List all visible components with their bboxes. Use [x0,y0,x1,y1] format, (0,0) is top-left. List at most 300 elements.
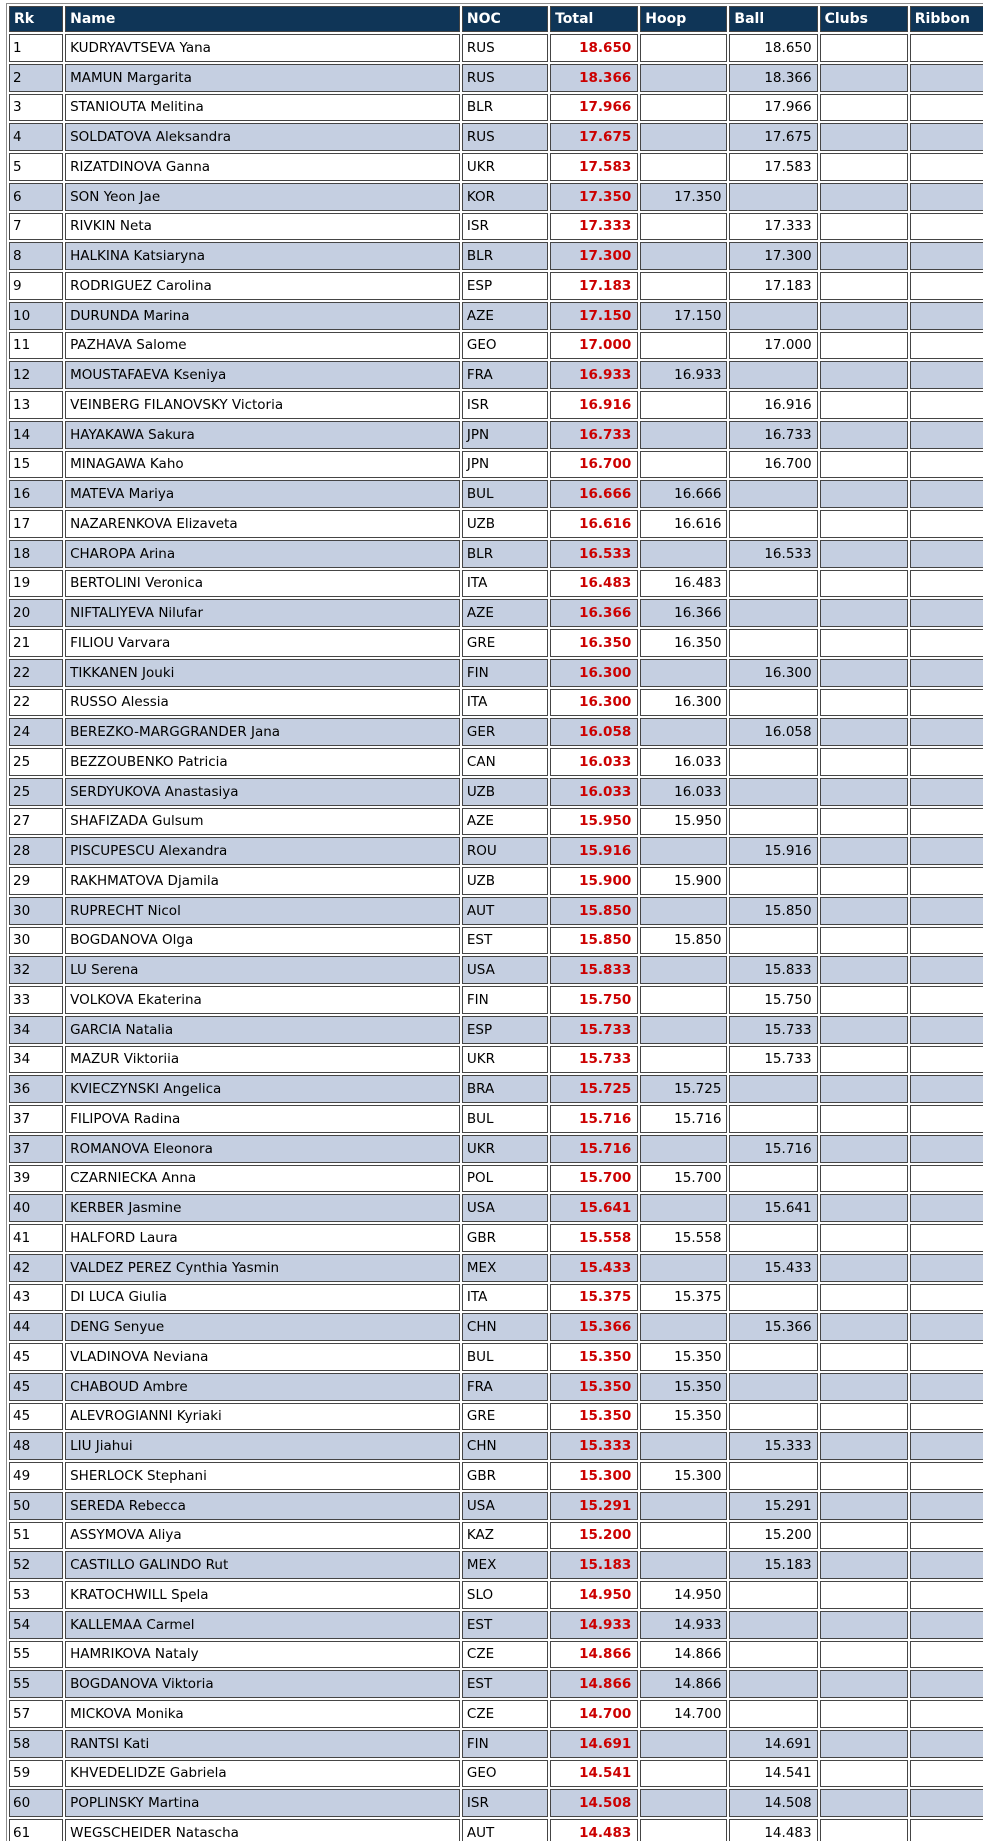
hoop-cell: 14.866 [640,1641,727,1669]
name-cell: STANIOUTA Melitina [65,94,460,122]
table-row [9,242,983,270]
hoop-cell [640,153,727,181]
table-row [9,510,983,538]
name-cell: CHAROPA Arina [65,540,460,568]
total-cell: 16.666 [550,480,638,508]
table-row [9,332,983,360]
name-cell: PISCUPESCU Alexandra [65,837,460,865]
noc-cell: BLR [462,94,548,122]
table-row [9,1611,983,1639]
rank-cell: 27 [9,808,63,836]
ball-cell: 15.433 [729,1254,817,1282]
table-row [9,64,983,92]
table-row [9,1254,983,1282]
clubs-cell [820,1700,908,1728]
noc-cell: GEO [462,332,548,360]
total-cell: 16.300 [550,689,638,717]
hoop-cell: 14.950 [640,1581,727,1609]
ribbon-cell [910,153,983,181]
name-cell: RUPRECHT Nicol [65,897,460,925]
hoop-cell [640,1046,727,1074]
header-row [9,6,983,32]
rank-cell: 33 [9,986,63,1014]
rank-cell: 59 [9,1760,63,1788]
ball-cell: 17.183 [729,272,817,300]
total-cell: 14.700 [550,1700,638,1728]
total-cell: 14.483 [550,1819,638,1841]
noc-cell: AUT [462,897,548,925]
rank-cell: 34 [9,1046,63,1074]
total-cell: 15.916 [550,837,638,865]
hoop-cell: 15.350 [640,1373,727,1401]
noc-cell: UZB [462,778,548,806]
ribbon-cell [910,629,983,657]
total-cell: 17.583 [550,153,638,181]
table-row [9,1700,983,1728]
name-cell: RAKHMATOVA Djamila [65,867,460,895]
name-cell: CZARNIECKA Anna [65,1165,460,1193]
ribbon-cell [910,1284,983,1312]
total-cell: 16.350 [550,629,638,657]
ball-cell [729,748,817,776]
total-cell: 15.291 [550,1492,638,1520]
ribbon-cell [910,897,983,925]
noc-cell: CHN [462,1432,548,1460]
table-row [9,1462,983,1490]
rank-cell: 51 [9,1522,63,1550]
ball-cell: 18.366 [729,64,817,92]
clubs-cell [820,1492,908,1520]
total-cell: 17.000 [550,332,638,360]
ball-cell: 16.916 [729,391,817,419]
ball-cell [729,927,817,955]
name-cell: CHABOUD Ambre [65,1373,460,1401]
name-cell: BOGDANOVA Viktoria [65,1670,460,1698]
hoop-cell [640,94,727,122]
noc-cell: AZE [462,599,548,627]
hoop-cell: 15.900 [640,867,727,895]
clubs-cell [820,748,908,776]
noc-cell: CZE [462,1700,548,1728]
hoop-cell: 15.716 [640,1105,727,1133]
noc-cell: JPN [462,451,548,479]
table-row [9,1819,983,1841]
ball-cell [729,1105,817,1133]
rank-cell: 54 [9,1611,63,1639]
ribbon-cell [910,1165,983,1193]
table-row [9,94,983,122]
name-cell: NIFTALIYEVA Nilufar [65,599,460,627]
total-cell: 16.366 [550,599,638,627]
ribbon-cell [910,64,983,92]
rank-cell: 28 [9,837,63,865]
name-cell: RUSSO Alessia [65,689,460,717]
total-cell: 17.966 [550,94,638,122]
ball-cell [729,1343,817,1371]
noc-cell: POL [462,1165,548,1193]
hoop-cell: 16.300 [640,689,727,717]
name-cell: HALFORD Laura [65,1224,460,1252]
ball-cell: 18.650 [729,34,817,62]
rank-cell: 18 [9,540,63,568]
name-cell: RIZATDINOVA Ganna [65,153,460,181]
ribbon-cell [910,778,983,806]
noc-cell: BLR [462,242,548,270]
ribbon-cell [910,837,983,865]
noc-cell: USA [462,1492,548,1520]
name-cell: TIKKANEN Jouki [65,659,460,687]
clubs-cell [820,64,908,92]
total-cell: 14.933 [550,1611,638,1639]
table-row [9,272,983,300]
rank-cell: 49 [9,1462,63,1490]
clubs-cell [820,1522,908,1550]
rank-cell: 48 [9,1432,63,1460]
noc-cell: EST [462,927,548,955]
table-row [9,659,983,687]
clubs-cell [820,570,908,598]
noc-cell: GBR [462,1224,548,1252]
noc-cell: RUS [462,64,548,92]
rank-cell: 45 [9,1343,63,1371]
rank-cell: 1 [9,34,63,62]
name-cell: DENG Senyue [65,1313,460,1341]
hoop-cell [640,1522,727,1550]
ribbon-cell [910,272,983,300]
table-row [9,183,983,211]
name-cell: VOLKOVA Ekaterina [65,986,460,1014]
total-cell: 14.866 [550,1641,638,1669]
name-cell: WEGSCHEIDER Natascha [65,1819,460,1841]
hoop-cell [640,540,727,568]
name-cell: SERDYUKOVA Anastasiya [65,778,460,806]
table-row [9,1522,983,1550]
ribbon-cell [910,391,983,419]
table-row [9,153,983,181]
hoop-cell: 17.350 [640,183,727,211]
ribbon-cell [910,718,983,746]
table-row [9,1670,983,1698]
ball-cell: 16.733 [729,421,817,449]
noc-cell: FIN [462,1730,548,1758]
ribbon-cell [910,1254,983,1282]
noc-cell: MEX [462,1254,548,1282]
ball-cell [729,510,817,538]
total-cell: 14.508 [550,1789,638,1817]
rank-cell: 45 [9,1403,63,1431]
table-row [9,808,983,836]
noc-cell: UKR [462,1135,548,1163]
ball-cell: 17.675 [729,123,817,151]
total-cell: 14.950 [550,1581,638,1609]
total-cell: 15.558 [550,1224,638,1252]
hoop-cell [640,213,727,241]
ribbon-cell [910,808,983,836]
noc-cell: GEO [462,1760,548,1788]
hoop-cell [640,1194,727,1222]
noc-cell: UZB [462,867,548,895]
clubs-cell [820,1105,908,1133]
rank-cell: 45 [9,1373,63,1401]
hoop-cell [640,1730,727,1758]
total-cell: 16.300 [550,659,638,687]
ribbon-cell [910,1046,983,1074]
rank-cell: 17 [9,510,63,538]
noc-cell: ROU [462,837,548,865]
clubs-cell [820,1760,908,1788]
clubs-cell [820,361,908,389]
clubs-cell [820,1611,908,1639]
noc-cell: SLO [462,1581,548,1609]
hoop-cell: 15.350 [640,1403,727,1431]
table-row [9,1135,983,1163]
hoop-cell: 15.558 [640,1224,727,1252]
ribbon-cell [910,927,983,955]
noc-cell: GBR [462,1462,548,1490]
table-row [9,748,983,776]
col-header-hoop: Hoop [640,6,727,32]
ball-cell: 17.300 [729,242,817,270]
clubs-cell [820,718,908,746]
hoop-cell [640,332,727,360]
ball-cell: 16.533 [729,540,817,568]
clubs-cell [820,1670,908,1698]
ribbon-cell [910,599,983,627]
noc-cell: AZE [462,302,548,330]
clubs-cell [820,302,908,330]
col-header-clubs: Clubs [820,6,908,32]
ball-cell: 15.641 [729,1194,817,1222]
ball-cell [729,1641,817,1669]
noc-cell: UZB [462,510,548,538]
noc-cell: ITA [462,570,548,598]
hoop-cell: 15.350 [640,1343,727,1371]
ball-cell: 17.966 [729,94,817,122]
rank-cell: 44 [9,1313,63,1341]
ribbon-cell [910,986,983,1014]
clubs-cell [820,1224,908,1252]
total-cell: 14.866 [550,1670,638,1698]
rank-cell: 20 [9,599,63,627]
rank-cell: 36 [9,1075,63,1103]
rank-cell: 41 [9,1224,63,1252]
ribbon-cell [910,1611,983,1639]
name-cell: CASTILLO GALINDO Rut [65,1551,460,1579]
noc-cell: BUL [462,480,548,508]
hoop-cell [640,956,727,984]
total-cell: 15.716 [550,1135,638,1163]
clubs-cell [820,94,908,122]
hoop-cell [640,64,727,92]
noc-cell: ESP [462,272,548,300]
noc-cell: FRA [462,1373,548,1401]
total-cell: 16.033 [550,778,638,806]
ribbon-cell [910,1551,983,1579]
hoop-cell: 16.033 [640,778,727,806]
rank-cell: 2 [9,64,63,92]
ball-cell [729,808,817,836]
rank-cell: 19 [9,570,63,598]
clubs-cell [820,1581,908,1609]
clubs-cell [820,629,908,657]
clubs-cell [820,480,908,508]
noc-cell: MEX [462,1551,548,1579]
ball-cell: 14.691 [729,1730,817,1758]
name-cell: KRATOCHWILL Spela [65,1581,460,1609]
total-cell: 15.200 [550,1522,638,1550]
hoop-cell [640,1254,727,1282]
noc-cell: BRA [462,1075,548,1103]
clubs-cell [820,956,908,984]
total-cell: 16.033 [550,748,638,776]
name-cell: MICKOVA Monika [65,1700,460,1728]
clubs-cell [820,1194,908,1222]
ball-cell [729,1611,817,1639]
ball-cell [729,1670,817,1698]
col-header-total: Total [550,6,638,32]
ball-cell [729,480,817,508]
table-row [9,1432,983,1460]
hoop-cell [640,391,727,419]
hoop-cell: 16.666 [640,480,727,508]
ribbon-cell [910,302,983,330]
ribbon-cell [910,1641,983,1669]
rank-cell: 40 [9,1194,63,1222]
noc-cell: ISR [462,1789,548,1817]
table-row [9,1165,983,1193]
table-row [9,570,983,598]
ribbon-cell [910,956,983,984]
total-cell: 16.058 [550,718,638,746]
noc-cell: CAN [462,748,548,776]
total-cell: 15.850 [550,927,638,955]
clubs-cell [820,421,908,449]
ball-cell: 16.058 [729,718,817,746]
clubs-cell [820,867,908,895]
ribbon-cell [910,510,983,538]
total-cell: 15.750 [550,986,638,1014]
total-cell: 15.900 [550,867,638,895]
clubs-cell [820,927,908,955]
rank-cell: 9 [9,272,63,300]
name-cell: ROMANOVA Eleonora [65,1135,460,1163]
total-cell: 15.641 [550,1194,638,1222]
ball-cell [729,361,817,389]
name-cell: MATEVA Mariya [65,480,460,508]
clubs-cell [820,1432,908,1460]
ribbon-cell [910,451,983,479]
clubs-cell [820,1135,908,1163]
ribbon-cell [910,123,983,151]
rank-cell: 16 [9,480,63,508]
noc-cell: FRA [462,361,548,389]
clubs-cell [820,1254,908,1282]
clubs-cell [820,1284,908,1312]
name-cell: VEINBERG FILANOVSKY Victoria [65,391,460,419]
hoop-cell: 16.616 [640,510,727,538]
clubs-cell [820,897,908,925]
hoop-cell [640,451,727,479]
rank-cell: 24 [9,718,63,746]
hoop-cell: 15.950 [640,808,727,836]
clubs-cell [820,34,908,62]
ball-cell [729,570,817,598]
ball-cell [729,1284,817,1312]
noc-cell: CZE [462,1641,548,1669]
name-cell: ASSYMOVA Aliya [65,1522,460,1550]
hoop-cell [640,986,727,1014]
total-cell: 14.541 [550,1760,638,1788]
table-header [9,6,983,32]
ribbon-cell [910,1075,983,1103]
clubs-cell [820,1641,908,1669]
clubs-cell [820,451,908,479]
name-cell: RIVKIN Neta [65,213,460,241]
hoop-cell: 16.033 [640,748,727,776]
rank-cell: 52 [9,1551,63,1579]
ball-cell [729,1581,817,1609]
noc-cell: GER [462,718,548,746]
name-cell: DI LUCA Giulia [65,1284,460,1312]
rank-cell: 58 [9,1730,63,1758]
table-row [9,1492,983,1520]
ranking-table [6,3,983,1841]
ribbon-cell [910,1670,983,1698]
rank-cell: 57 [9,1700,63,1728]
name-cell: MOUSTAFAEVA Kseniya [65,361,460,389]
name-cell: DURUNDA Marina [65,302,460,330]
rank-cell: 14 [9,421,63,449]
ribbon-cell [910,1789,983,1817]
rank-cell: 42 [9,1254,63,1282]
ribbon-cell [910,34,983,62]
total-cell: 15.183 [550,1551,638,1579]
table-row [9,1194,983,1222]
rank-cell: 55 [9,1641,63,1669]
rank-cell: 22 [9,689,63,717]
hoop-cell: 16.366 [640,599,727,627]
noc-cell: BUL [462,1343,548,1371]
rank-cell: 53 [9,1581,63,1609]
clubs-cell [820,837,908,865]
ball-cell [729,689,817,717]
table-row [9,451,983,479]
clubs-cell [820,183,908,211]
table-row [9,213,983,241]
table-row [9,1641,983,1669]
name-cell: SHAFIZADA Gulsum [65,808,460,836]
hoop-cell: 15.850 [640,927,727,955]
noc-cell: ESP [462,1016,548,1044]
noc-cell: CHN [462,1313,548,1341]
table-row [9,1224,983,1252]
ball-cell [729,1403,817,1431]
table-row [9,1789,983,1817]
name-cell: SOLDATOVA Aleksandra [65,123,460,151]
ball-cell [729,1165,817,1193]
rank-cell: 32 [9,956,63,984]
rank-cell: 8 [9,242,63,270]
name-cell: POPLINSKY Martina [65,1789,460,1817]
name-cell: LU Serena [65,956,460,984]
clubs-cell [820,540,908,568]
rank-cell: 25 [9,778,63,806]
name-cell: KVIECZYNSKI Angelica [65,1075,460,1103]
total-cell: 15.375 [550,1284,638,1312]
noc-cell: AZE [462,808,548,836]
ball-cell: 15.716 [729,1135,817,1163]
rank-cell: 55 [9,1670,63,1698]
